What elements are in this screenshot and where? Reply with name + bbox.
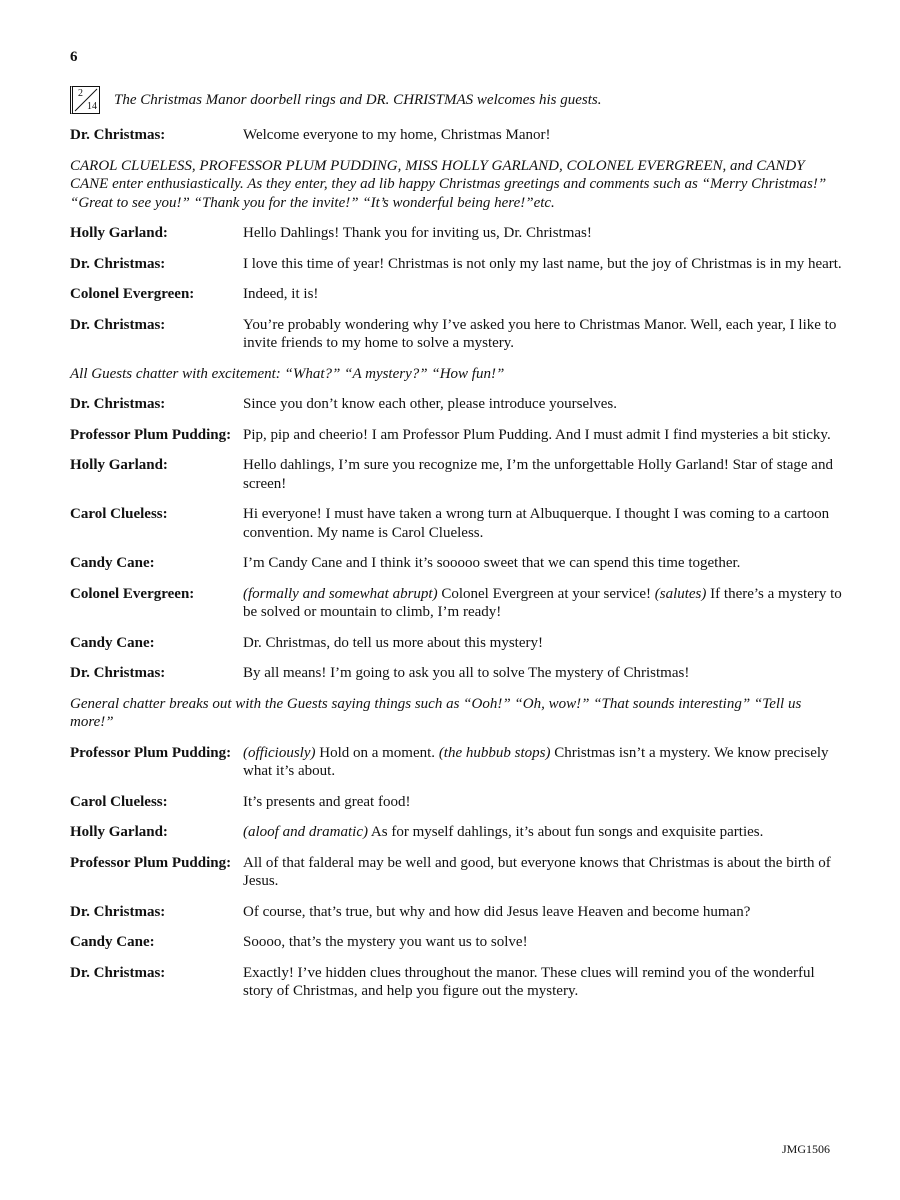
speaker-name: Carol Clueless: <box>70 506 168 522</box>
speech-text <box>243 255 845 274</box>
dialogue-line <box>70 456 845 493</box>
stage-direction: General chatter breaks out with the Guests saying things such as “Ooh!” “Oh, wow!” “That sounds interesting” “Tell us more!” <box>70 695 802 730</box>
speech-text <box>243 664 845 683</box>
speech-segment: Hello dahlings, I’m sure you recognize me, I’m the unforgettable Holly Garland! Star of stage and screen! <box>243 457 833 492</box>
speech-segment: Colonel Evergreen at your service! <box>437 585 655 602</box>
speaker-name: Carol Clueless: <box>70 793 168 810</box>
speech-text <box>243 854 845 891</box>
speaker-name: Dr. Christmas: <box>70 255 166 272</box>
parenthetical-direction: (aloof and dramatic) <box>243 824 368 840</box>
dialogue-line <box>70 664 845 683</box>
speech-text <box>243 126 845 145</box>
dialogue-line <box>70 585 845 622</box>
speech-text <box>243 634 845 653</box>
speech-text <box>243 505 845 542</box>
speech-text <box>243 793 845 812</box>
speaker-name: Professor Plum Pudding: <box>70 744 232 761</box>
speaker-name: Holly Garland: <box>70 824 168 840</box>
speaker-name: Dr. Christmas: <box>70 665 166 681</box>
speech-text <box>243 823 845 842</box>
dialogue-line <box>70 554 845 573</box>
dialogue-line <box>70 793 845 812</box>
speech-segment: I’m Candy Cane and I think it’s sooooo sweet that we can spend this time together. <box>243 555 741 571</box>
footer-code: JMG1506 <box>781 1142 830 1156</box>
speech-segment: Pip, pip and cheerio! I am Professor Plum Pudding. And I must admit I find mysteries a bit sticky. <box>243 426 831 443</box>
dialogue-line <box>70 126 845 145</box>
parenthetical-direction: (salutes) <box>654 585 707 602</box>
speech-segment: Indeed, it is! <box>243 286 319 302</box>
cue-line <box>70 86 845 114</box>
speaker-name: Candy Cane: <box>70 634 155 651</box>
dialogue-line <box>70 426 845 445</box>
speech-segment: Hold on a moment. <box>315 744 439 761</box>
script-body <box>70 86 845 1013</box>
speech-text <box>243 224 845 243</box>
speech-segment: By all means! I’m going to ask you all to solve The mystery of Christmas! <box>243 665 690 681</box>
dialogue-line <box>70 505 845 542</box>
speech-text <box>243 426 845 445</box>
script-lines <box>70 126 845 1001</box>
speaker-name: Dr. Christmas: <box>70 316 166 333</box>
speech-segment: As for myself dahlings, it’s about fun songs and exquisite parties. <box>368 824 764 840</box>
speech-segment: I love this time of year! Christmas is not only my last name, but the joy of Christmas is in my heart. <box>243 255 842 272</box>
speaker-name: Professor Plum Pudding: <box>70 426 232 443</box>
speech-segment: It’s presents and great food! <box>243 793 411 810</box>
speech-segment: Of course, that’s true, but why and how did Jesus leave Heaven and become human? <box>243 903 751 920</box>
speaker-name: Dr. Christmas: <box>70 903 166 920</box>
stage-direction: All Guests chatter with excitement: “What?” “A mystery?” “How fun!” <box>70 365 505 382</box>
dialogue-line <box>70 964 845 1001</box>
speech-text <box>243 585 845 622</box>
dialogue-line <box>70 634 845 653</box>
speech-segment: Soooo, that’s the mystery you want us to solve! <box>243 934 528 950</box>
speech-text <box>243 316 845 353</box>
speaker-name: Dr. Christmas: <box>70 396 166 412</box>
speaker-name: Candy Cane: <box>70 555 155 571</box>
speech-segment: If there’s a mystery to be solved or mountain to climb, I’m ready! <box>243 585 842 620</box>
speech-segment: Hi everyone! I must have taken a wrong turn at Albuquerque. I thought I was coming to a cartoon convention. My name is Carol Clueless. <box>243 506 830 541</box>
track-number-icon <box>70 86 100 114</box>
speech-text <box>243 964 845 1001</box>
speech-segment: Dr. Christmas, do tell us more about this mystery! <box>243 634 543 651</box>
dialogue-line <box>70 903 845 922</box>
speaker-name: Colonel Evergreen: <box>70 585 195 602</box>
parenthetical-direction: (officiously) <box>243 744 316 761</box>
page-number: 6 <box>70 49 78 65</box>
speech-text <box>243 456 845 493</box>
speech-segment: You’re probably wondering why I’ve asked you here to Christmas Manor. Well, each year, I like to invite friends to my home to solve a mystery. <box>243 316 837 351</box>
speech-text <box>243 554 845 573</box>
speech-segment: Exactly! I’ve hidden clues throughout the manor. These clues will remind you of the wonderful story of Christmas, and help you figure out the mystery. <box>243 964 815 999</box>
speaker-name: Holly Garland: <box>70 225 168 241</box>
speaker-name: Dr. Christmas: <box>70 964 166 981</box>
speech-text <box>243 744 845 781</box>
speech-text <box>243 395 845 414</box>
dialogue-line <box>70 854 845 891</box>
track-current: 2 <box>78 88 83 99</box>
stage-direction: CAROL CLUELESS, PROFESSOR PLUM PUDDING, MISS HOLLY GARLAND, COLONEL EVERGREEN, and CANDY CANE enter enthusiastically. As they enter, they ad lib happy Christmas greetings and comments such as “Merry Christmas!” “Great to see you!” “Thank you for the invite!” “It’s wonderful being here!”etc. <box>70 157 827 211</box>
dialogue-line <box>70 255 845 274</box>
speaker-name: Colonel Evergreen: <box>70 286 195 302</box>
dialogue-line <box>70 285 845 304</box>
cue-text: The Christmas Manor doorbell rings and DR. CHRISTMAS welcomes his guests. <box>114 91 602 108</box>
speech-text <box>243 903 845 922</box>
dialogue-line <box>70 316 845 353</box>
speech-segment: Hello Dahlings! Thank you for inviting us, Dr. Christmas! <box>243 225 592 241</box>
dialogue-line <box>70 224 845 243</box>
speaker-name: Candy Cane: <box>70 934 155 950</box>
parenthetical-direction: (formally and somewhat abrupt) <box>243 585 438 602</box>
speaker-name: Holly Garland: <box>70 457 168 473</box>
dialogue-line <box>70 744 845 781</box>
speaker-name: Professor Plum Pudding: <box>70 854 232 871</box>
dialogue-line <box>70 395 845 414</box>
parenthetical-direction: (the hubbub stops) <box>438 744 551 761</box>
dialogue-line <box>70 933 845 952</box>
speech-segment: Welcome everyone to my home, Christmas Manor! <box>243 127 551 143</box>
speaker-name: Dr. Christmas: <box>70 127 166 143</box>
speech-segment: All of that falderal may be well and good, but everyone knows that Christmas is about the birth of Jesus. <box>243 854 831 889</box>
speech-segment: Christmas isn’t a mystery. We know precisely what it’s about. <box>243 744 829 779</box>
speech-text <box>243 285 845 304</box>
speech-segment: Since you don’t know each other, please introduce yourselves. <box>243 396 618 412</box>
speech-text <box>243 933 845 952</box>
dialogue-line <box>70 823 845 842</box>
track-total: 14 <box>87 101 97 112</box>
